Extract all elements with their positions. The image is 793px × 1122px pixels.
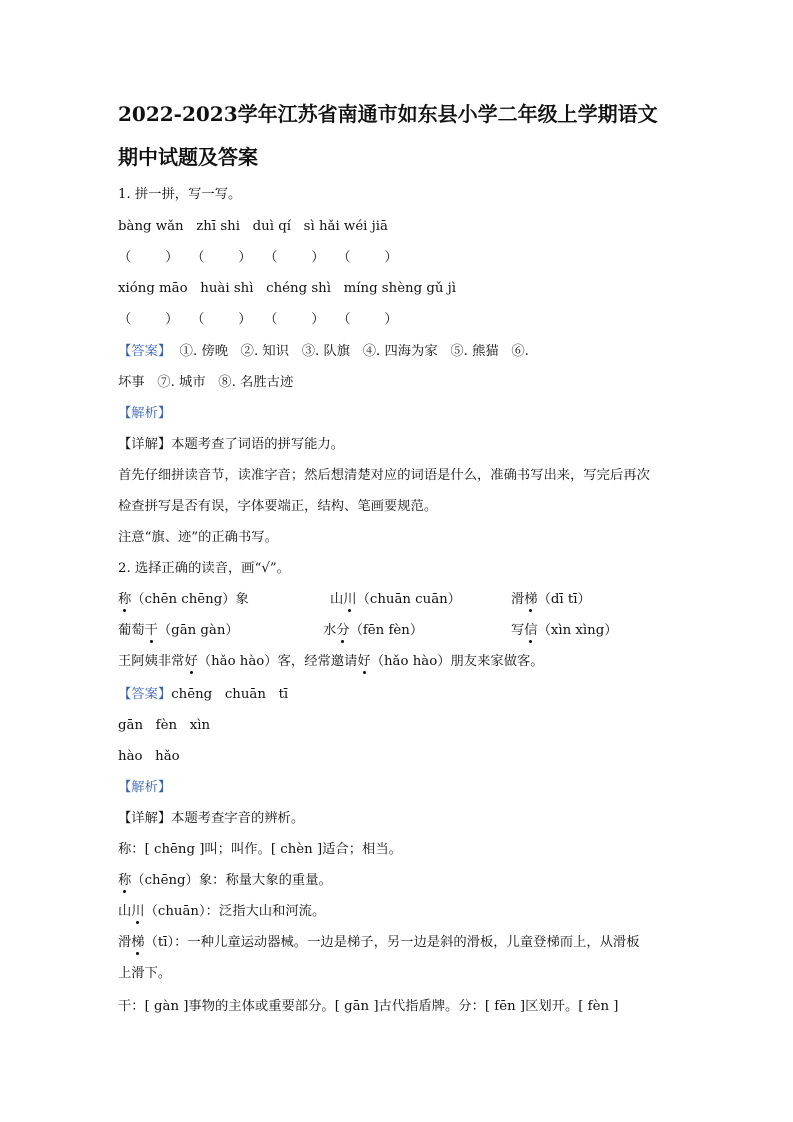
q2-answer-line-3: hào hǎo [118,749,180,764]
q2-explain-3: 山川（chuān）：泛指大山和河流。 [118,904,326,919]
q2-answer [118,686,288,704]
title-line-2: 期中试题及答案 [118,145,258,169]
q1-paragraph-3: 注意“旗、迹”的正确书写。 [118,530,278,545]
title-line-1: 2022-2023学年江苏省南通市如东县小学二年级上学期语文 [118,102,658,126]
q2-sentence: 王阿姨非常好（hǎo hào）客，经常邀请好（hǎo hào）朋友来家做客。 [118,654,544,669]
q2-explain-5: 干：[ gàn ]事物的主体或重要部分。[ gān ]古代指盾牌。分：[ fēn ]区划开。[ fèn ] [118,999,619,1014]
dotted-char: 好 [357,654,371,669]
q2-detail: 【详解】本题考查字音的辨析。 [118,811,305,826]
q1-blanks-row-2: （ ） （ ） （ ） （ ） [118,312,398,327]
q1-pinyin-row-1: bàng wǎn zhī shi duì qí sì hǎi wéi jiā [118,219,388,234]
q2-item-5: 水分（fēn fèn） [323,623,424,638]
q1-detail: 【详解】本题考查了词语的拼写能力。 [118,437,345,452]
q2-item-3: 滑梯（dī tī） [511,592,591,607]
q1-analysis-label: 【解析】 [118,406,172,421]
q2-answer-line-2: gān fèn xìn [118,718,211,733]
dotted-char: 川 [343,592,357,607]
q2-explain-4: 滑梯（tī）：一种儿童运动器械。一边是梯子，另一边是斜的滑板，儿童登梯而上，从滑板 [118,935,640,950]
q2-item-6: 写信（xìn xìng） [511,623,618,638]
dotted-char: 分 [336,623,350,638]
q2-explain-4-cont: 上滑下。 [118,966,172,981]
q2-item-1: 称（chēn chēng）象 [118,592,249,607]
q2-item-4: 葡萄干（gān gàn） [118,623,239,638]
q1-answer-cont: 坏事 ⑦. 城市 ⑧. 名胜古迹 [118,375,294,390]
q2-analysis-label: 【解析】 [118,780,172,795]
dotted-char: 称 [118,592,132,607]
q1-answer [118,343,529,361]
answer-text: ①. 傍晚 ②. 知识 ③. 队旗 ④. 四海为家 ⑤. 熊猫 ⑥. [171,344,529,359]
q2-explain-2: 称（chēng）象：称量大象的重量。 [118,873,332,888]
q1-stem: 1. 拼一拼，写一写。 [118,187,242,202]
q1-paragraph-1: 首先仔细拼读音节，读准字音；然后想清楚对应的词语是什么，准确书写出来，写完后再次 [118,468,650,483]
answer-label: 【答案】 [118,687,172,702]
answer-label: 【答案】 [118,344,172,359]
q1-pinyin-row-2: xióng māo huài shì chéng shì míng shèng gǔ jì [118,281,457,296]
answer-text: chēng chuān tī [171,687,289,702]
q1-paragraph-2: 检查拼写是否有误，字体要端正，结构、笔画要规范。 [118,499,438,514]
dotted-char: 川 [131,904,145,919]
q2-item-2: 山川（chuān cuān） [330,592,461,607]
dotted-char: 称 [118,873,132,888]
q1-blanks-row-1: （ ） （ ） （ ） （ ） [118,250,398,265]
dotted-char: 好 [184,654,198,669]
dotted-char: 干 [144,623,158,638]
dotted-char: 信 [524,623,538,638]
dotted-char: 梯 [524,592,538,607]
q2-stem: 2. 选择正确的读音，画“√”。 [118,561,290,576]
q2-explain-1: 称：[ chēng ]叫；叫作。[ chèn ]适合；相当。 [118,842,402,857]
dotted-char: 梯 [131,935,145,950]
